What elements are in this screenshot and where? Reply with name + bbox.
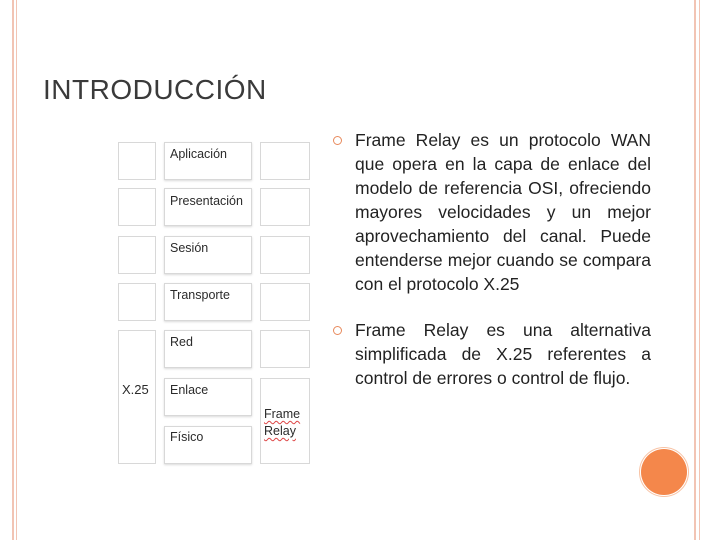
bullet-list [333,128,651,390]
layer-label-fisico: Físico [170,430,204,444]
decorative-orange-circle [641,449,687,495]
left-cell-x25 [118,330,156,464]
frame-right-line-2 [699,0,700,540]
left-cell-4 [118,283,156,321]
bullet-circle-icon [333,136,342,145]
layer-label-transporte: Transporte [170,288,230,302]
left-cell-2 [118,188,156,226]
bullet-text-2: Frame Relay es una alternativa simplificada de X.25 referentes a control de errores o control de flujo. [355,320,651,388]
layer-label-red: Red [170,335,193,349]
frame-relay-label-line2: Relay [264,424,296,438]
right-cell-1 [260,142,310,180]
frame-right-line [694,0,696,540]
bullet-item-1 [333,128,651,296]
bullet-circle-icon [333,326,342,335]
layer-label-aplicacion: Aplicación [170,147,227,161]
frame-left-line-2 [16,0,17,540]
bullet-text-1: Frame Relay es un protocolo WAN que opera en la capa de enlace del modelo de referencia OSI, ofreciendo mayores velocidades y un mejor aprovechamiento del canal. Puede entenderse mejor cuando se compara con el protocolo X.25 [355,130,651,294]
right-cell-3 [260,236,310,274]
right-cell-2 [260,188,310,226]
right-cell-5 [260,330,310,368]
frame-relay-label [264,406,300,440]
layer-label-enlace: Enlace [170,383,209,397]
right-cell-4 [260,283,310,321]
slide-title: INTRODUCCIÓN [43,74,267,105]
frame-relay-label-line1: Frame [264,407,301,421]
bullet-item-2 [333,318,651,390]
layer-label-sesion: Sesión [170,241,209,255]
osi-layers-diagram [115,138,310,468]
left-cell-3 [118,236,156,274]
x25-label: X.25 [122,382,149,397]
frame-left-line [12,0,14,540]
left-cell-1 [118,142,156,180]
layer-label-presentacion: Presentación [170,194,243,208]
